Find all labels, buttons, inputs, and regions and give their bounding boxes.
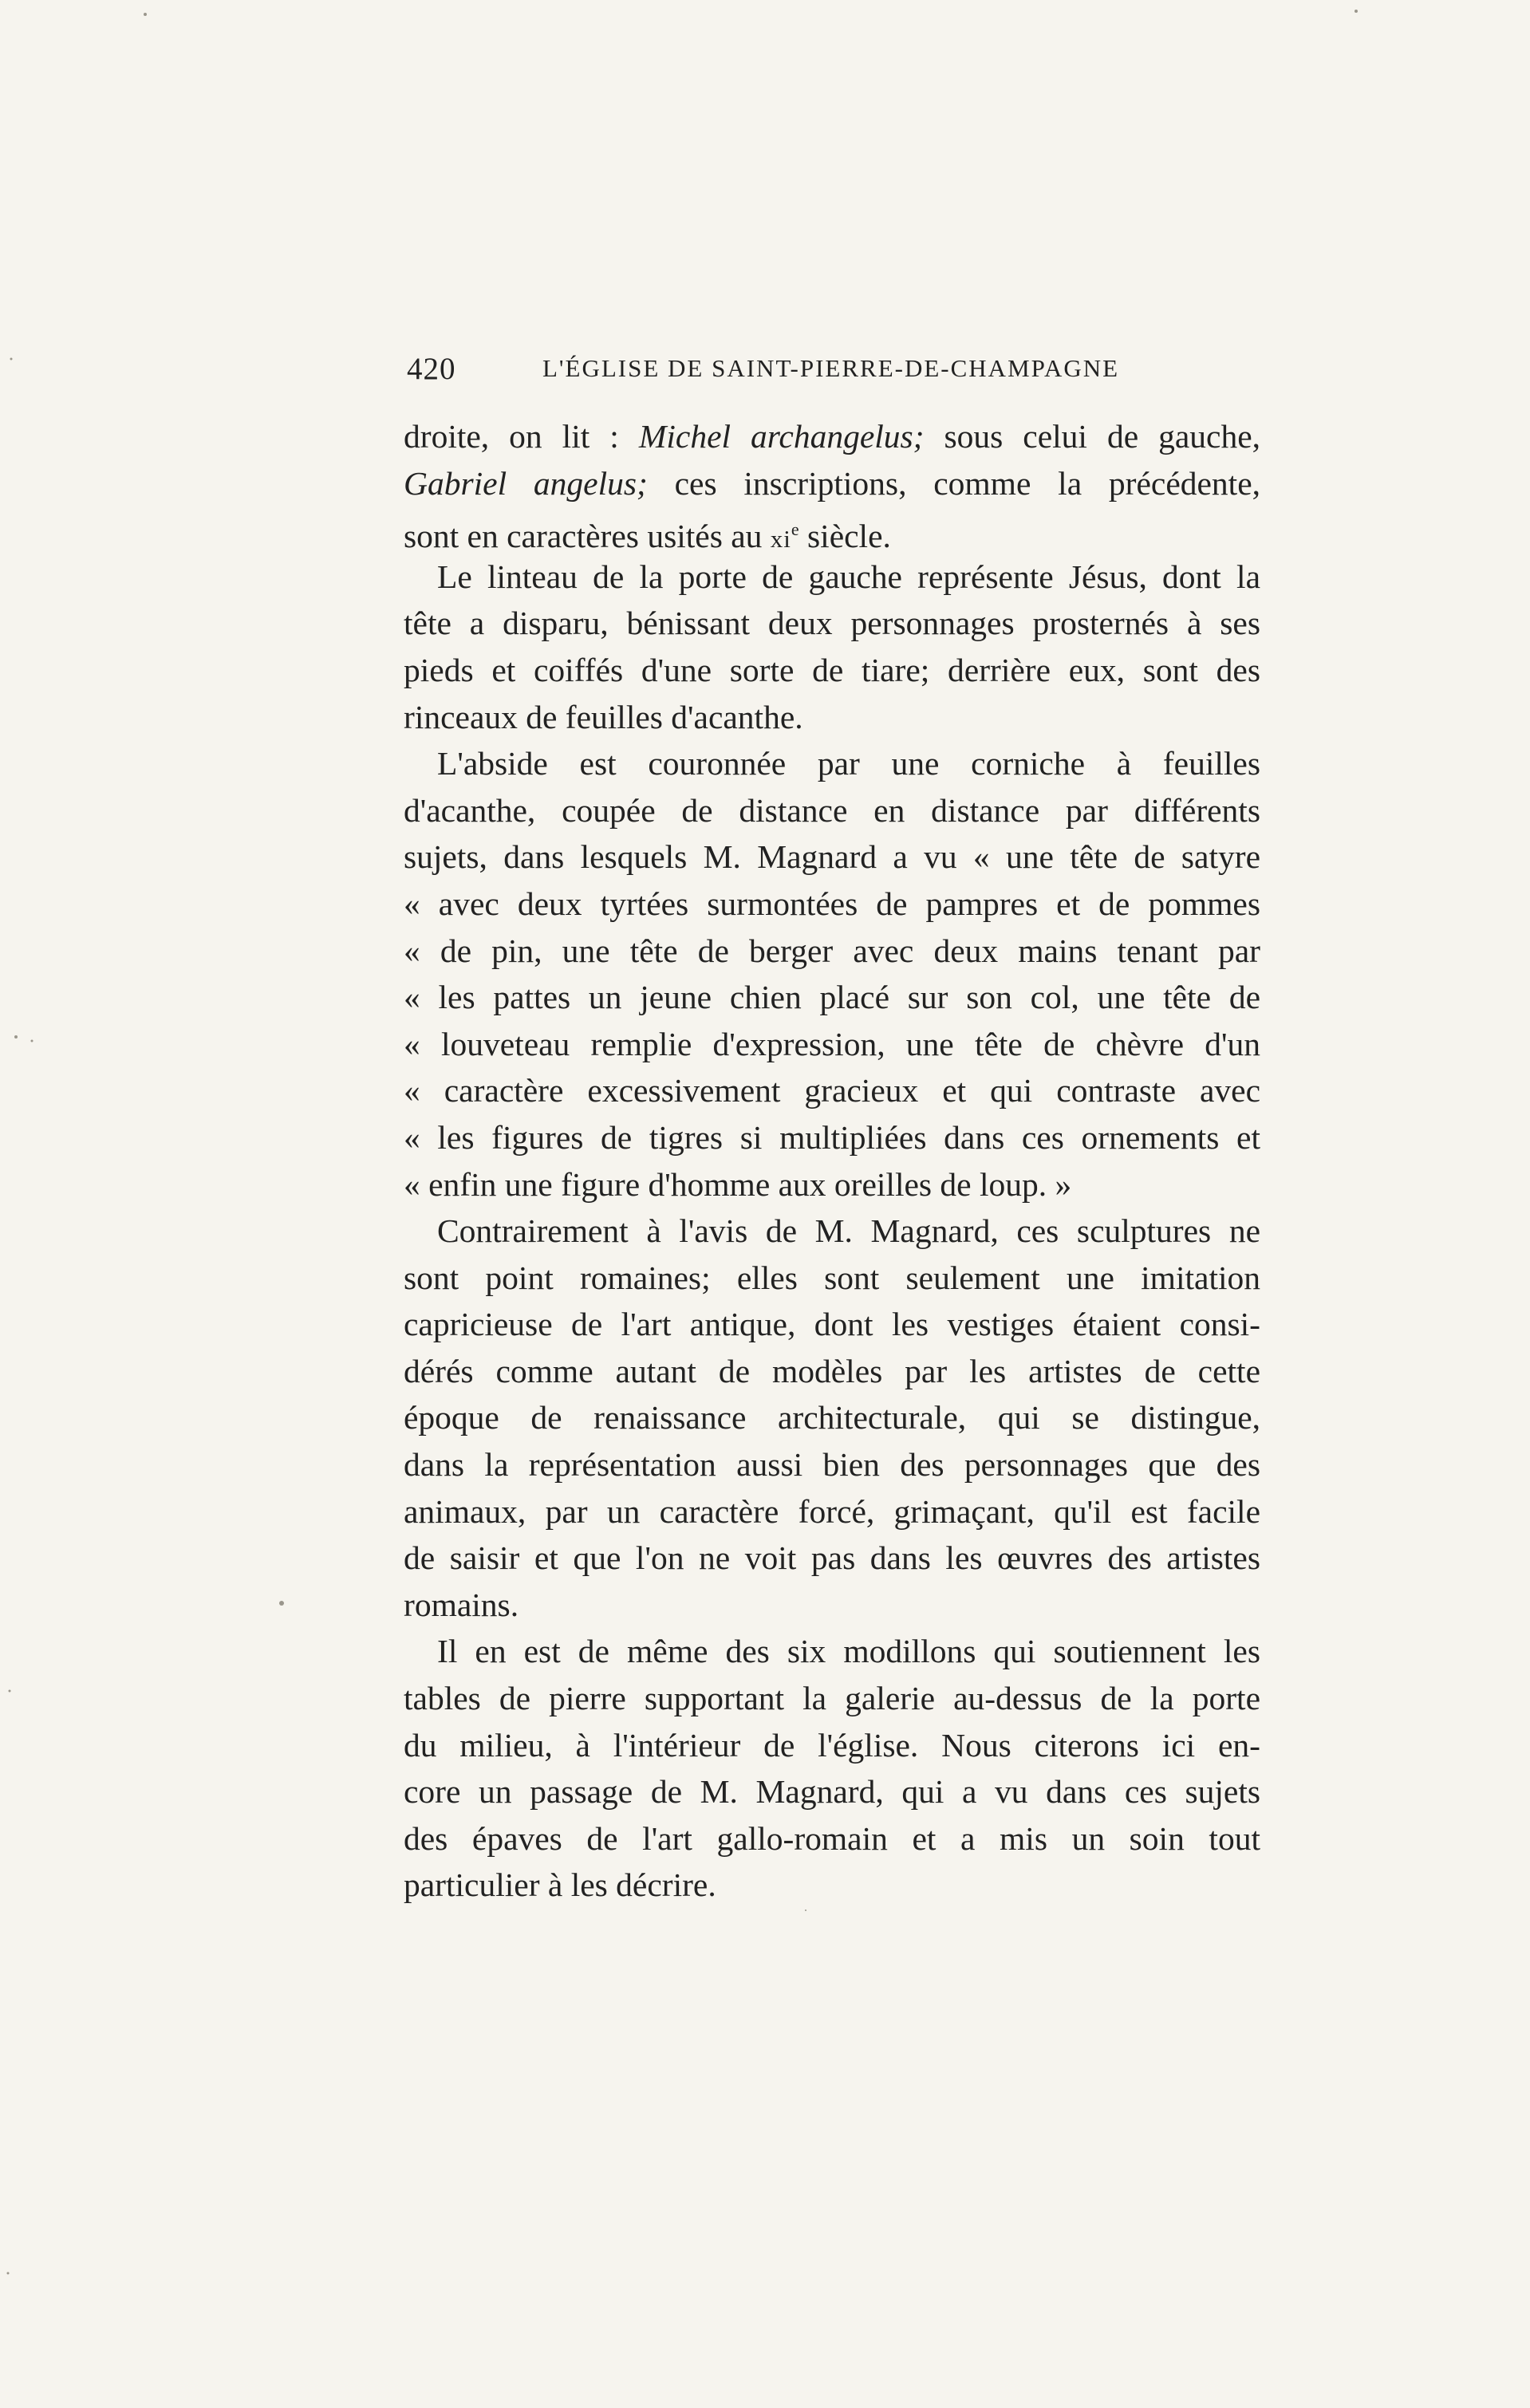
superscript: e: [791, 519, 799, 540]
speck: [14, 1035, 18, 1038]
speck: [7, 2272, 10, 2275]
italic-inscription: Gabriel angelus;: [404, 464, 648, 502]
text-line: sujets, dans lesquels M. Magnard a vu « une tête de satyre: [404, 838, 1260, 876]
text-line: époque de renaissance architecturale, qui se distingue,: [404, 1399, 1260, 1437]
running-title: L'ÉGLISE DE SAINT-PIERRE-DE-CHAMPAGNE: [542, 354, 1120, 382]
text-line: [404, 506, 1260, 554]
speck: [1355, 10, 1358, 13]
text-line: Il en est de même des six modillons qui soutiennent les: [437, 1633, 1260, 1670]
italic-inscription: Michel archangelus;: [638, 418, 925, 455]
text-line: « les figures de tigres si multipliées dans ces ornements et: [404, 1118, 1260, 1156]
speck: [9, 1690, 11, 1693]
text-run: droite, on lit :: [404, 418, 639, 455]
text-line: animaux, par un caractère forcé, grimaçant, qu'il est facile: [404, 1492, 1260, 1530]
paragraph-3: [404, 740, 1260, 1208]
text-line: particulier à les décrire.: [404, 1866, 716, 1904]
speck: [805, 1909, 806, 1911]
text-line: romains.: [404, 1586, 519, 1623]
running-head: [407, 351, 1260, 399]
paragraph-4: [404, 1208, 1260, 1628]
paragraph-1: [404, 413, 1260, 554]
text-line: rinceaux de feuilles d'acanthe.: [404, 698, 803, 735]
text-line: des épaves de l'art gallo-romain et a mis un soin tout: [404, 1819, 1260, 1857]
text-line: core un passage de M. Magnard, qui a vu dans ces sujets: [404, 1773, 1260, 1811]
paragraph-5: [404, 1628, 1260, 1909]
text-run: sous celui de gauche,: [924, 418, 1260, 455]
text-line: sont point romaines; elles sont seulement une imitation: [404, 1259, 1260, 1296]
text-line: capricieuse de l'art antique, dont les vestiges étaient consi-: [404, 1306, 1260, 1343]
text-line: « enfin une figure d'homme aux oreilles de loup. »: [404, 1165, 1072, 1203]
speck: [10, 358, 13, 361]
text-line: L'abside est couronnée par une corniche à feuilles: [437, 745, 1260, 782]
text-line: Le linteau de la porte de gauche représente Jésus, dont la: [437, 558, 1260, 595]
text-line: « de pin, une tête de berger avec deux mains tenant par: [404, 932, 1260, 969]
text-line: [404, 460, 1260, 507]
text-line: tête a disparu, bénissant deux personnages prosternés à ses: [404, 605, 1260, 642]
speck: [144, 13, 147, 16]
text-line: d'acanthe, coupée de distance en distance par différents: [404, 791, 1260, 829]
text-line: « louveteau remplie d'expression, une tête de chèvre d'un: [404, 1025, 1260, 1062]
text-line: du milieu, à l'intérieur de l'église. Nous citerons ici en-: [404, 1726, 1260, 1764]
text-run: sont en caractères usités au: [404, 518, 771, 555]
text-line: « caractère excessivement gracieux et qui contraste avec: [404, 1072, 1260, 1109]
speck: [279, 1601, 284, 1606]
text-run: ces inscriptions, comme la précédente,: [647, 464, 1260, 502]
text-line: « les pattes un jeune chien placé sur son col, une tête de: [404, 979, 1260, 1016]
text-line: de saisir et que l'on ne voit pas dans les œuvres des artistes: [404, 1539, 1260, 1577]
text-line: pieds et coiffés d'une sorte de tiare; derrière eux, sont des: [404, 651, 1260, 688]
text-line: « avec deux tyrtées surmontées de pampres et de pommes: [404, 885, 1260, 922]
text-line: Contrairement à l'avis de M. Magnard, ces sculptures ne: [437, 1212, 1260, 1250]
body-text: [404, 413, 1260, 1909]
speck: [31, 1040, 34, 1042]
text-line: dérés comme autant de modèles par les artistes de cette: [404, 1352, 1260, 1389]
text-run: siècle.: [799, 518, 891, 555]
text-line: dans la représentation aussi bien des personnages que des: [404, 1446, 1260, 1484]
page-number: 420: [407, 352, 456, 386]
century-numeral: xi: [770, 525, 791, 554]
text-line: tables de pierre supportant la galerie au-dessus de la porte: [404, 1680, 1260, 1717]
text-line: [404, 413, 1260, 460]
paragraph-2: [404, 554, 1260, 740]
